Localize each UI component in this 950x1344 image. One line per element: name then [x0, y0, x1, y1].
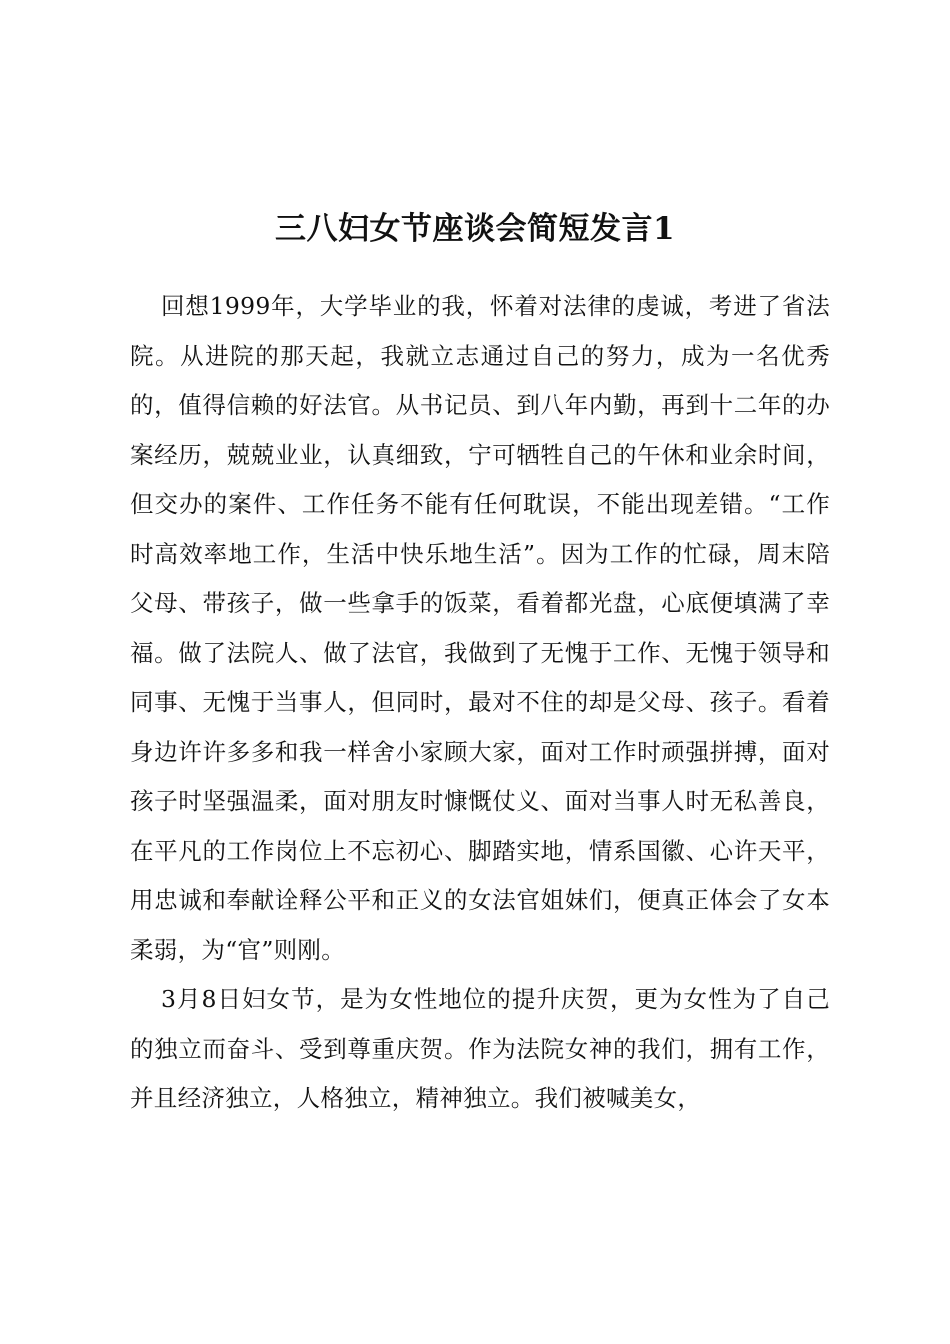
document-title: 三八妇女节座谈会简短发言1: [274, 211, 676, 247]
paragraph-1: 回想1999年，大学毕业的我，怀着对法律的虔诚，考进了省法院。从进院的那天起，我就立志通过自己的努力，成为一名优秀的，值得信赖的好法官。从书记员、到八年内勤，再到十二年的办案经历，兢兢业业，认真细致，宁可牺牲自己的午休和业余时间，但交办的案件、工作任务不能有任何耽误，不能出现差错。“工作时高效率地工作，生活中快乐地生活”。因为工作的忙碌，周末陪父母、带孩子，做一些拿手的饭菜，看着都光盘，心底便填满了幸福。做了法院人、做了法官，我做到了无愧于工作、无愧于领导和同事、无愧于当事人，但同时，最对不住的却是父母、孩子。看着身边许许多多和我一样舍小家顾大家，面对工作时顽强拼搏，面对孩子时坚强温柔，面对朋友时慷慨仗义、面对当事人时无私善良，在平凡的工作岗位上不忘初心、脚踏实地，情系国徽、心许天平，用忠诚和奉献诠释公平和正义的女法官姐妹们，便真正体会了女本柔弱，为“官”则刚。: [130, 292, 830, 964]
document-body: [130, 282, 830, 1124]
paragraph-2: 3月8日妇女节，是为女性地位的提升庆贺，更为女性为了自己的独立而奋斗、受到尊重庆贺。作为法院女神的我们，拥有工作，并且经济独立，人格独立，精神独立。我们被喊美女，: [130, 985, 830, 1112]
